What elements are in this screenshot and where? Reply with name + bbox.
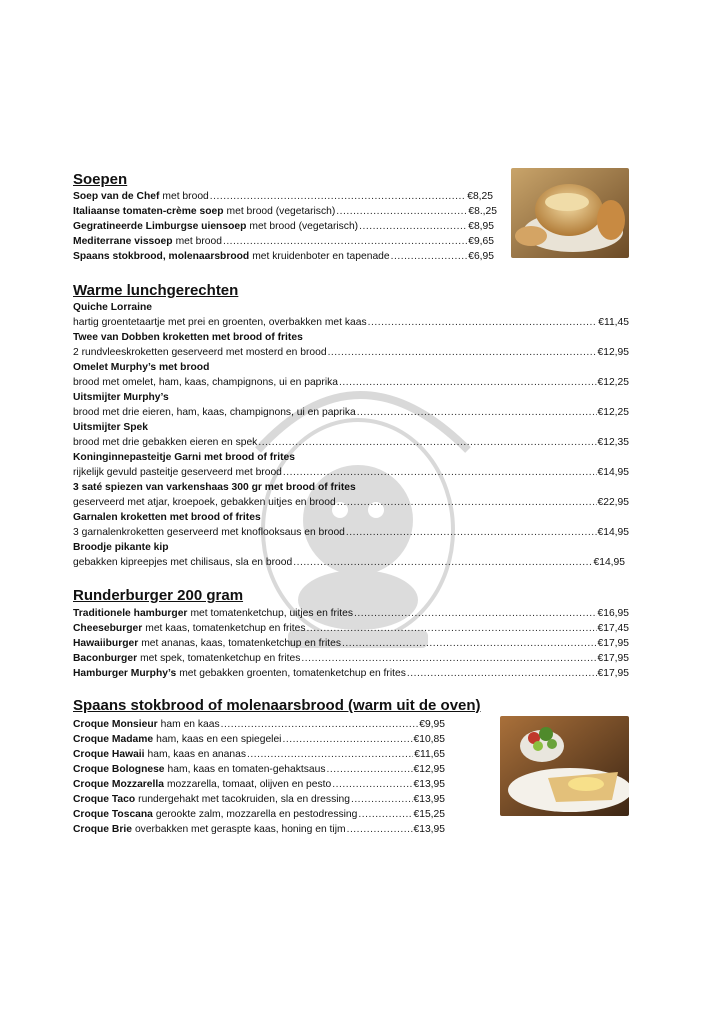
item-desc: mozzarella, tomaat, olijven en pesto	[166, 779, 332, 790]
leader-dots	[223, 234, 467, 249]
item-price: €9,95	[419, 719, 445, 730]
item-desc: met ananas, kaas, tomatenketchup en frites	[141, 638, 341, 649]
item-price: €17,45	[597, 623, 629, 634]
item-name: Cheeseburger	[73, 623, 143, 634]
menu-item	[73, 621, 629, 636]
item-price: €12,25	[597, 377, 629, 388]
item-desc: ham, kaas en een spiegelei	[156, 734, 282, 745]
menu-item	[73, 606, 629, 621]
item-desc: met kruidenboter en tapenade	[252, 251, 390, 262]
leader-dots	[282, 732, 412, 747]
item-price: €10,85	[413, 734, 445, 745]
item-name: Croque Bolognese	[73, 764, 165, 775]
leader-dots	[407, 666, 597, 681]
item-price: €13,95	[413, 794, 445, 805]
menu-item	[73, 717, 445, 732]
item-price: €13,95	[413, 779, 445, 790]
item-desc: geserveerd met atjar, kroepoek, gebakken uitjes en brood	[73, 497, 336, 508]
menu-item	[73, 249, 494, 264]
menu-item	[73, 732, 445, 747]
leader-dots	[328, 345, 597, 360]
leader-dots	[347, 822, 413, 837]
leader-dots	[332, 777, 412, 792]
item-desc: brood met omelet, ham, kaas, champignons, ui en paprika	[73, 377, 339, 388]
leader-dots	[357, 405, 597, 420]
item-price: €8,95	[468, 221, 494, 232]
menu-item	[73, 636, 629, 651]
leader-dots	[247, 747, 413, 762]
item-price: €14,95	[597, 527, 629, 538]
menu-item	[73, 777, 445, 792]
item-desc: met brood (vegetarisch)	[226, 206, 336, 217]
item-price: €8.,25	[468, 206, 497, 217]
leader-dots	[358, 807, 412, 822]
item-desc: 2 rundvleeskroketten geserveerd met mosterd en brood	[73, 347, 327, 358]
item-desc: met gebakken groenten, tomatenketchup en frites	[179, 668, 406, 679]
item-price: €13,95	[413, 824, 445, 835]
item-name: Uitsmijter Spek	[73, 422, 148, 433]
item-desc: ham, kaas en ananas	[147, 749, 246, 760]
item-price: €22,95	[597, 497, 629, 508]
item-name: Croque Mozzarella	[73, 779, 164, 790]
item-desc: brood met drie eieren, ham, kaas, champignons, ui en paprika	[73, 407, 356, 418]
item-price: €12,35	[597, 437, 629, 448]
item-price: €9,65	[468, 236, 494, 247]
leader-dots	[283, 465, 597, 480]
item-price: €17,95	[597, 668, 629, 679]
menu-item	[73, 762, 445, 777]
item-price: €14,95	[597, 467, 629, 478]
item-desc: ham, kaas en tomaten-gehaktsaus	[167, 764, 326, 775]
item-desc: 3 garnalenkroketten geserveerd met knoflooksaus en brood	[73, 527, 345, 538]
item-name: Omelet Murphy’s met brood	[73, 362, 210, 373]
leader-dots	[354, 606, 597, 621]
menu-item	[73, 405, 629, 420]
section-title-runderburger: Runderburger 200 gram	[73, 587, 244, 604]
menu-item	[73, 219, 494, 234]
item-name: Koninginnepasteitje Garni met brood of frites	[73, 452, 295, 463]
menu-item	[73, 807, 445, 822]
item-desc: met brood	[162, 191, 209, 202]
item-desc: hartig groentetaartje met prei en groenten, overbakken met kaas	[73, 317, 367, 328]
menu-item	[73, 375, 629, 390]
leader-dots	[301, 651, 596, 666]
leader-dots	[337, 495, 597, 510]
item-desc: met kaas, tomatenketchup en frites	[145, 623, 306, 634]
section-title-soepen: Soepen	[73, 171, 128, 188]
leader-dots	[351, 792, 413, 807]
item-price: €12,95	[597, 347, 629, 358]
menu-item	[73, 189, 493, 204]
item-name: Croque Madame	[73, 734, 154, 745]
item-desc: brood met drie gebakken eieren en spek	[73, 437, 258, 448]
item-name: Italiaanse tomaten-crème soep	[73, 206, 224, 217]
leader-dots	[391, 249, 468, 264]
item-name: Soep van de Chef	[73, 191, 160, 202]
item-name: 3 saté spiezen van varkenshaas 300 gr met brood of frites	[73, 482, 356, 493]
item-name: Uitsmijter Murphy’s	[73, 392, 169, 403]
item-price: €15,25	[413, 809, 445, 820]
leader-dots	[346, 525, 597, 540]
soup-bread-bowl-photo	[511, 168, 629, 258]
menu-item	[73, 345, 629, 360]
section-title-warme-lunchgerechten: Warme lunchgerechten	[73, 282, 239, 299]
menu-item	[73, 465, 629, 480]
leader-dots	[221, 717, 419, 732]
item-desc: overbakken met geraspte kaas, honing en tijm	[134, 824, 346, 835]
item-desc: rijkelijk gevuld pasteitje geserveerd met brood	[73, 467, 282, 478]
item-price: €8,25	[467, 191, 493, 202]
menu-item	[73, 234, 494, 249]
item-name: Twee van Dobben kroketten met brood of frites	[73, 332, 303, 343]
item-desc: met brood (vegetarisch)	[249, 221, 359, 232]
item-price: €11,65	[414, 749, 445, 760]
leader-dots	[368, 315, 598, 330]
item-price: €17,95	[597, 653, 629, 664]
leader-dots	[342, 636, 597, 651]
item-name: Croque Taco	[73, 794, 136, 805]
item-desc: gerookte zalm, mozzarella en pestodressing	[155, 809, 358, 820]
item-price: €16,95	[597, 608, 629, 619]
item-desc: met tomatenketchup, uitjes en frites	[190, 608, 353, 619]
leader-dots	[339, 375, 596, 390]
menu-item	[73, 666, 629, 681]
item-name: Hamburger Murphy’s	[73, 668, 177, 679]
item-desc: ham en kaas	[160, 719, 220, 730]
menu-item	[73, 525, 629, 540]
item-name: Croque Brie	[73, 824, 132, 835]
leader-dots	[293, 555, 592, 570]
item-desc: met spek, tomatenketchup en frites	[140, 653, 301, 664]
item-name: Mediterrane vissoep	[73, 236, 173, 247]
item-name: Quiche Lorraine	[73, 302, 152, 313]
leader-dots	[307, 621, 597, 636]
menu-item	[73, 747, 445, 762]
leader-dots	[336, 204, 467, 219]
menu-item	[73, 651, 629, 666]
menu-item	[73, 822, 445, 837]
leader-dots	[210, 189, 466, 204]
menu-item	[73, 495, 629, 510]
item-name: Croque Monsieur	[73, 719, 158, 730]
item-price: €12,25	[597, 407, 629, 418]
item-price: €6,95	[468, 251, 494, 262]
menu-item	[73, 435, 629, 450]
item-desc: gebakken kipreepjes met chilisaus, sla en brood	[73, 557, 293, 568]
item-price: €12,95	[413, 764, 445, 775]
item-price: €11,45	[598, 317, 629, 328]
item-name: Baconburger	[73, 653, 138, 664]
item-desc: rundergehakt met tacokruiden, sla en dressing	[138, 794, 350, 805]
item-name: Garnalen kroketten met brood of frites	[73, 512, 261, 523]
item-name: Croque Toscana	[73, 809, 153, 820]
item-name: Gegratineerde Limburgse uiensoep	[73, 221, 247, 232]
item-price: €14,95	[593, 557, 625, 568]
item-name: Hawaiiburger	[73, 638, 139, 649]
leader-dots	[258, 435, 596, 450]
item-price: €17,95	[597, 638, 629, 649]
item-name: Spaans stokbrood, molenaarsbrood	[73, 251, 250, 262]
menu-item	[73, 555, 625, 570]
item-desc: met brood	[175, 236, 222, 247]
item-name: Croque Hawaii	[73, 749, 145, 760]
menu-item	[73, 204, 497, 219]
menu-item	[73, 792, 445, 807]
leader-dots	[359, 219, 467, 234]
croque-salad-photo	[500, 716, 629, 816]
menu-item	[73, 315, 629, 330]
section-title-spaans-stokbrood: Spaans stokbrood of molenaarsbrood (warm uit de oven)	[73, 697, 481, 714]
item-name: Broodje pikante kip	[73, 542, 169, 553]
item-name: Traditionele hamburger	[73, 608, 188, 619]
leader-dots	[327, 762, 413, 777]
